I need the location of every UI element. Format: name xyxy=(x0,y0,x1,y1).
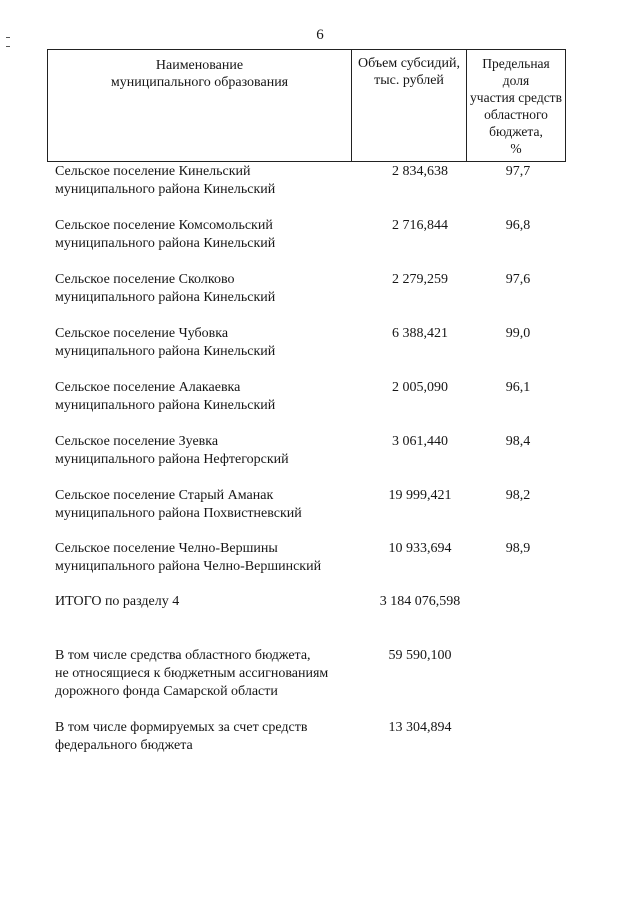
header-amount-line: Объем субсидий, xyxy=(358,56,460,71)
name-line: Сельское поселение Сколково xyxy=(55,272,235,287)
header-share-line: доля xyxy=(502,73,530,88)
label-line: В том числе средства областного бюджета, xyxy=(55,648,311,663)
subsidy-amount: 6 388,421 xyxy=(392,326,448,341)
header-name-line: муниципального образования xyxy=(110,75,289,90)
budget-share: 97,7 xyxy=(505,164,531,179)
section-total-label: ИТОГО по разделу 4 xyxy=(55,594,180,609)
name-line: Сельское поселение Старый Аманак xyxy=(55,488,274,503)
label-line: В том числе формируемых за счет средств xyxy=(55,720,308,735)
name-line: муниципального района Кинельский xyxy=(55,290,276,305)
name-line: Сельское поселение Челно-Вершины xyxy=(55,541,278,556)
label-line: не относящиеся к бюджетным ассигнованиям xyxy=(55,666,329,681)
name-line: Сельское поселение Зуевка xyxy=(55,434,219,449)
name-line: Сельское поселение Чубовка xyxy=(55,326,229,341)
header-amount-cell xyxy=(351,50,466,161)
budget-share: 97,6 xyxy=(505,272,531,287)
municipality-name xyxy=(55,540,375,576)
subsidy-amount: 10 933,694 xyxy=(388,541,452,556)
table-header xyxy=(47,49,566,162)
name-line: муниципального района Челно-Вершинский xyxy=(55,559,322,574)
budget-share: 96,8 xyxy=(505,218,531,233)
subsidy-amount: 19 999,421 xyxy=(388,488,452,503)
municipality-name xyxy=(55,217,375,253)
municipality-name xyxy=(55,433,375,469)
name-line: Сельское поселение Кинельский xyxy=(55,164,251,179)
subsidy-amount: 2 834,638 xyxy=(392,164,448,179)
header-name-line: Наименование xyxy=(155,58,244,73)
section-total-amount: 3 184 076,598 xyxy=(379,594,461,609)
name-line: муниципального района Похвистневский xyxy=(55,506,302,521)
subsidy-amount: 2 716,844 xyxy=(392,218,448,233)
municipality-name xyxy=(55,271,375,307)
municipality-name xyxy=(55,163,375,199)
header-share-line: бюджета, xyxy=(489,124,543,139)
municipality-name xyxy=(55,379,375,415)
label-line: дорожного фонда Самарской области xyxy=(55,684,278,699)
subsidy-amount: 3 061,440 xyxy=(392,434,448,449)
budget-share: 96,1 xyxy=(505,380,531,395)
budget-share: 98,4 xyxy=(505,434,531,449)
margin-mark xyxy=(6,46,10,47)
subsidy-amount: 2 005,090 xyxy=(392,380,448,395)
federal-funds-amount: 13 304,894 xyxy=(388,720,452,735)
budget-share: 98,2 xyxy=(505,488,531,503)
name-line: Сельское поселение Комсомольский xyxy=(55,218,273,233)
label-line: федерального бюджета xyxy=(55,738,193,753)
municipality-name xyxy=(55,325,375,361)
federal-funds-label xyxy=(55,719,375,755)
page-number: 6 xyxy=(316,27,324,43)
name-line: Сельское поселение Алакаевка xyxy=(55,380,241,395)
budget-share: 98,9 xyxy=(505,541,531,556)
municipality-name xyxy=(55,487,375,523)
header-share-cell xyxy=(466,50,565,161)
name-line: муниципального района Кинельский xyxy=(55,182,276,197)
name-line: муниципального района Кинельский xyxy=(55,236,276,251)
budget-share: 99,0 xyxy=(505,326,531,341)
name-line: муниципального района Нефтегорский xyxy=(55,452,289,467)
header-share-line: Предельная xyxy=(482,56,550,71)
header-amount-line: тыс. рублей xyxy=(374,73,444,88)
name-line: муниципального района Кинельский xyxy=(55,398,276,413)
regional-funds-amount: 59 590,100 xyxy=(388,648,452,663)
header-share-line: % xyxy=(510,141,522,156)
subsidy-amount: 2 279,259 xyxy=(392,272,448,287)
header-name-cell xyxy=(48,50,351,161)
name-line: муниципального района Кинельский xyxy=(55,344,276,359)
header-share-line: областного xyxy=(484,107,548,122)
header-share-line: участия средств xyxy=(470,90,562,105)
regional-funds-label xyxy=(55,647,375,701)
